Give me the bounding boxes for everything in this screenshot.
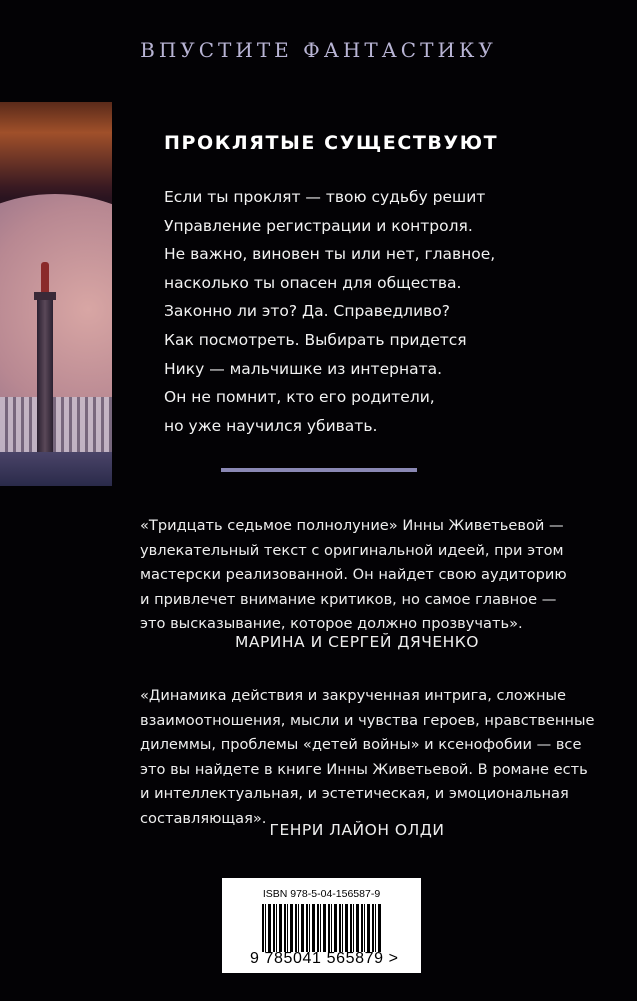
review-quote	[140, 684, 594, 832]
review-quote	[140, 514, 567, 637]
barcode-digits: 9 785041 565879 >	[250, 950, 399, 967]
quote-author: ГЕНРИ ЛАЙОН ОЛДИ	[269, 821, 445, 839]
blurb-text	[164, 183, 495, 440]
divider	[221, 468, 417, 472]
square-ground	[0, 452, 112, 486]
isbn-barcode	[222, 878, 421, 973]
quote-line: это вы найдете в книге Инны Живетьевой. В романе есть	[140, 760, 588, 778]
blurb-line: Не важно, виновен ты или нет, главное,	[164, 245, 496, 264]
blurb-line: насколько ты опасен для общества.	[164, 273, 462, 292]
column-capital	[34, 292, 56, 300]
barcode-bars	[262, 904, 382, 952]
quote-line: и интеллектуальная, и эстетическая, и эмоциональная	[140, 785, 569, 803]
quote-author: МАРИНА И СЕРГЕЙ ДЯЧЕНКО	[234, 633, 479, 651]
quote-line: увлекательный текст с оригинальной идеей, при этом	[140, 541, 564, 559]
quote-line: «Динамика действия и закрученная интрига, сложные	[140, 687, 566, 704]
blurb-line: Как посмотреть. Выбирать придется	[164, 330, 467, 349]
blurb-line: но уже научился убивать.	[164, 416, 378, 435]
blurb-heading: ПРОКЛЯТЫЕ СУЩЕСТВУЮТ	[164, 132, 499, 154]
blurb-line: Управление регистрации и контроля.	[164, 216, 473, 235]
alexander-column	[37, 297, 53, 462]
series-title: ВПУСТИТЕ ФАНТАСТИКУ	[140, 38, 497, 62]
angel-statue	[41, 262, 49, 292]
quote-line: дилеммы, проблемы «детей войны» и ксенофобии — все	[140, 736, 582, 754]
blurb-line: Нику — мальчишке из интерната.	[164, 359, 443, 378]
quote-line: мастерски реализованной. Он найдет свою аудиторию	[140, 566, 567, 584]
quote-line: это высказывание, которое должно прозвучать».	[140, 615, 523, 633]
quote-line: составляющая».	[140, 809, 267, 827]
blurb-line: Если ты проклят — твою судьбу решит	[164, 188, 486, 206]
quote-line: «Тридцать седьмое полнолуние» Инны Живетьевой —	[140, 517, 564, 534]
quote-line: взаимоотношения, мысли и чувства героев, нравственные	[140, 711, 595, 729]
palace	[0, 397, 112, 452]
cover-illustration	[0, 102, 112, 486]
blurb-line: Он не помнит, кто его родители,	[164, 388, 435, 407]
blurb-line: Законно ли это? Да. Справедливо?	[164, 302, 451, 321]
quote-line: и привлечет внимание критиков, но самое главное —	[140, 590, 557, 608]
isbn-text: ISBN 978-5-04-156587-9	[262, 888, 381, 900]
